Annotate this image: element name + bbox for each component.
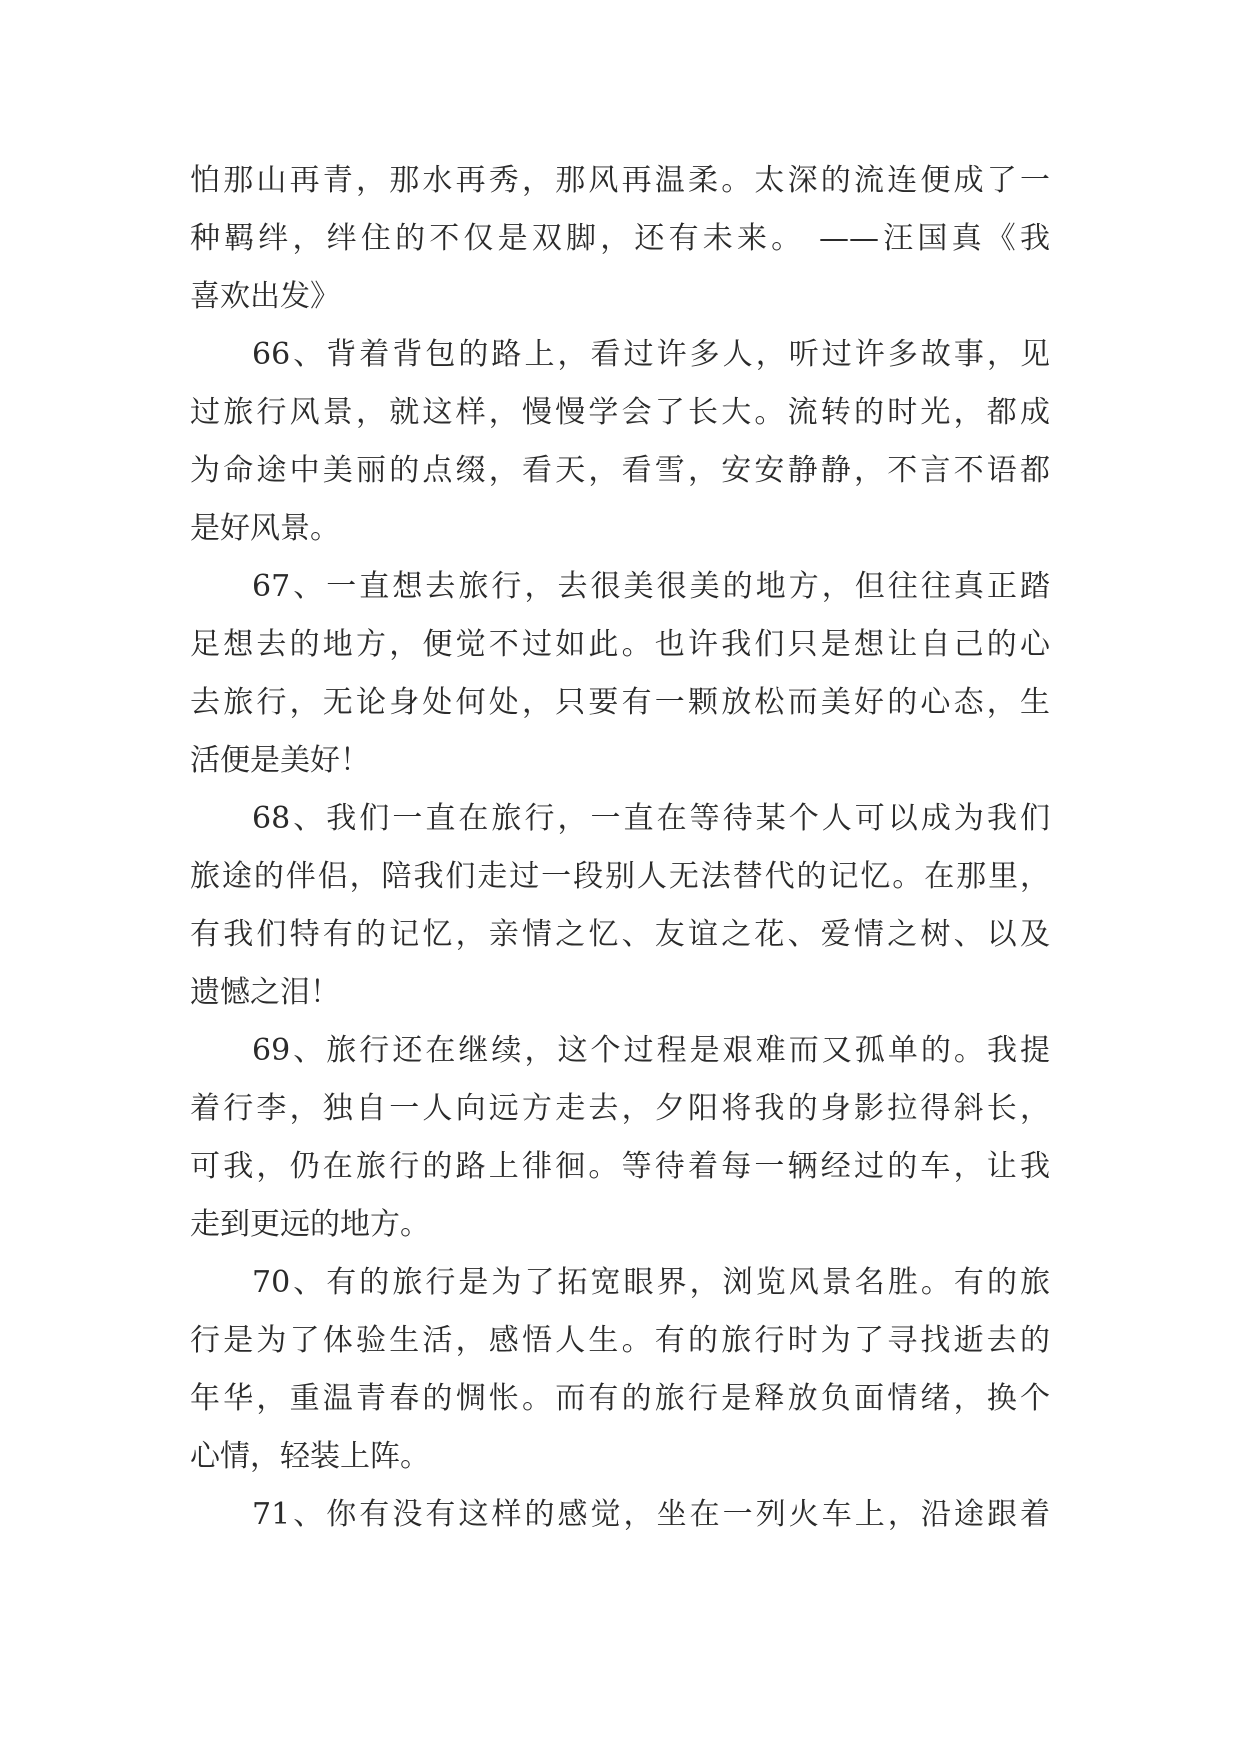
text-line: 着行李，独自一人向远方走去，夕阳将我的身影拉得斜长， [190, 1091, 1050, 1126]
text-line: 67、一直想去旅行，去很美很美的地方，但往往真正踏 [252, 569, 1050, 604]
paragraph [190, 326, 1050, 558]
text-line: 过旅行风景，就这样，慢慢学会了长大。流转的时光，都成 [190, 395, 1050, 430]
text-line: 去旅行，无论身处何处，只要有一颗放松而美好的心态，生 [190, 685, 1050, 720]
paragraph [190, 152, 1050, 326]
text-line: 喜欢出发》 [190, 279, 340, 314]
text-line: 是好风景。 [190, 511, 340, 546]
text-line: 怕那山再青，那水再秀，那风再温柔。太深的流连便成了一 [190, 163, 1050, 198]
paragraph [190, 1254, 1050, 1486]
document-body [190, 152, 1050, 1544]
text-line: 旅途的伴侣，陪我们走过一段别人无法替代的记忆。在那里， [190, 859, 1050, 894]
text-line: 遗憾之泪！ [190, 975, 340, 1010]
text-line: 种羁绊，绊住的不仅是双脚，还有未来。 ——汪国真《我 [190, 221, 1050, 256]
text-line: 心情，轻装上阵。 [190, 1439, 430, 1474]
text-line: 活便是美好！ [190, 743, 370, 778]
text-line: 可我，仍在旅行的路上徘徊。等待着每一辆经过的车，让我 [190, 1149, 1050, 1184]
paragraph [190, 558, 1050, 790]
text-line: 为命途中美丽的点缀，看天，看雪，安安静静，不言不语都 [190, 453, 1050, 488]
text-line: 70、有的旅行是为了拓宽眼界，浏览风景名胜。有的旅 [252, 1265, 1050, 1300]
text-line: 足想去的地方，便觉不过如此。也许我们只是想让自己的心 [190, 627, 1050, 662]
text-line: 71、你有没有这样的感觉，坐在一列火车上，沿途跟着 [252, 1497, 1050, 1532]
paragraph [190, 1486, 1050, 1544]
text-line: 69、旅行还在继续，这个过程是艰难而又孤单的。我提 [252, 1033, 1050, 1068]
text-line: 68、我们一直在旅行，一直在等待某个人可以成为我们 [252, 801, 1050, 836]
paragraph [190, 790, 1050, 1022]
text-line: 66、背着背包的路上，看过许多人，听过许多故事，见 [252, 337, 1050, 372]
text-line: 行是为了体验生活，感悟人生。有的旅行时为了寻找逝去的 [190, 1323, 1050, 1358]
text-line: 走到更远的地方。 [190, 1207, 430, 1242]
text-line: 年华，重温青春的惆怅。而有的旅行是释放负面情绪，换个 [190, 1381, 1050, 1416]
text-line: 有我们特有的记忆，亲情之忆、友谊之花、爱情之树、以及 [190, 917, 1050, 952]
paragraph [190, 1022, 1050, 1254]
